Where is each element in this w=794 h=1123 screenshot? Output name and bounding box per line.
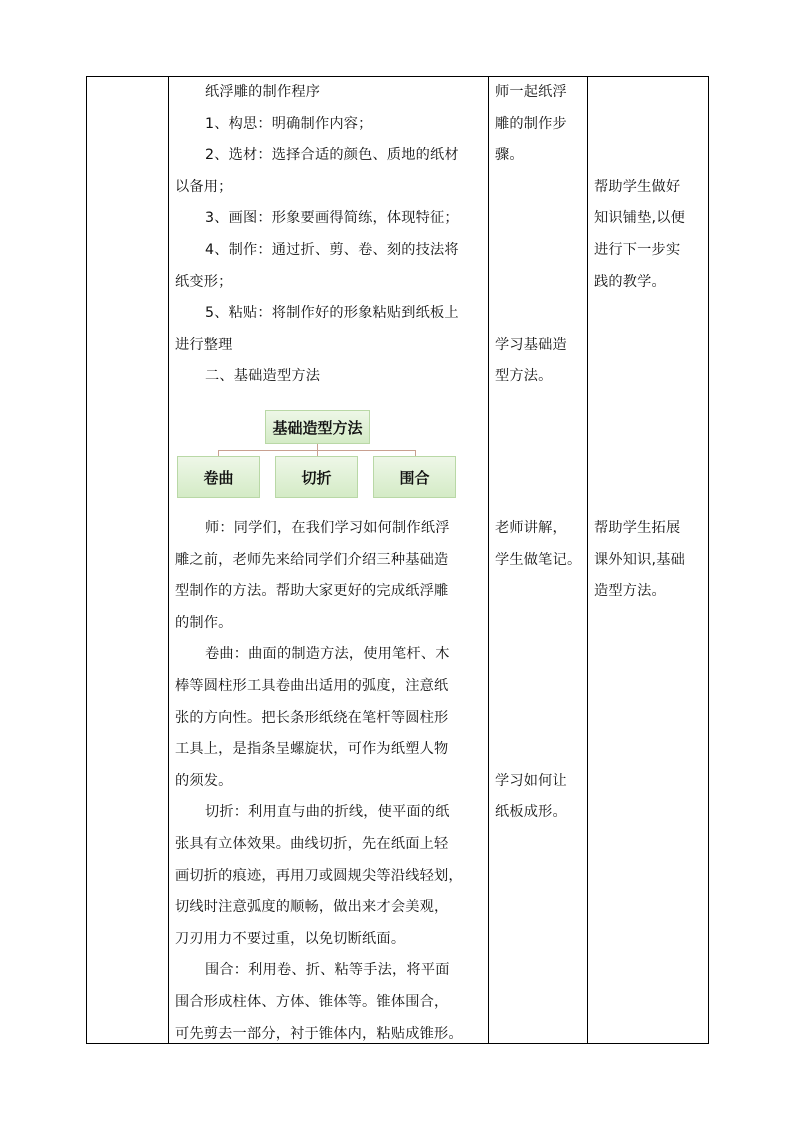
text-line: 进行整理 [175, 336, 233, 353]
text-line: 2、选材：选择合适的颜色、质地的纸材 [205, 147, 459, 164]
text-line: 可先剪去一部分，衬于锥体内，粘贴成锥形。 [175, 1025, 463, 1042]
text-line: 课外知识,基础 [594, 551, 686, 568]
diagram-root-box: 基础造型方法 [265, 410, 370, 444]
diagram-box-fold: 切折 [275, 456, 358, 498]
text-line: 学生做笔记。 [495, 551, 582, 568]
text-line: 张的方向性。把长条形纸绕在笔杆等圆柱形 [175, 709, 449, 726]
method-diagram [177, 410, 461, 500]
text-line: 知识铺垫,以便 [594, 210, 686, 227]
text-line: 雕之前，老师先来给同学们介绍三种基础造 [175, 551, 449, 568]
text-line: 切线时注意弧度的顺畅，做出来才会美观， [175, 899, 449, 916]
text-line: 雕的制作步 [495, 115, 567, 132]
design-intent-cell [588, 77, 709, 1044]
text-line: 型方法。 [495, 368, 553, 385]
text-line: 纸浮雕的制作程序 [205, 84, 321, 100]
text-line: 张具有立体效果。曲线切折，先在纸面上轻 [175, 836, 449, 852]
text-line: 5、粘贴：将制作好的形象粘贴到纸板上 [205, 305, 459, 322]
text-line: 学习如何让 [495, 772, 567, 789]
text-line: 围合形成柱体、方体、锥体等。锥体围合， [175, 994, 449, 1010]
teaching-content-cell [169, 77, 489, 1044]
blank-cell [87, 77, 169, 1044]
diagram-box-enclose: 围合 [373, 456, 456, 498]
text-line: 3、画图：形象要画得简练，体现特征； [205, 210, 459, 227]
text-line: 践的教学。 [594, 273, 666, 290]
text-line: 围合：利用卷、折、粘等手法，将平面 [205, 962, 450, 979]
text-line: 卷曲：曲面的制造方法，使用笔杆、木 [205, 646, 450, 663]
text-line: 造型方法。 [594, 583, 666, 600]
text-line: 切折：利用直与曲的折线，使平面的纸 [205, 804, 450, 821]
diagram-box-curl: 卷曲 [177, 456, 260, 498]
text-line: 老师讲解， [495, 520, 567, 536]
text-line: 工具上，是指条呈螺旋状，可作为纸塑人物 [175, 741, 449, 758]
text-line: 刀刃用力不要过重，以免切断纸面。 [175, 930, 406, 947]
text-line: 以备用； [175, 178, 233, 195]
student-activity-cell [489, 77, 588, 1044]
lesson-plan-table [86, 76, 709, 1044]
text-line: 4、制作：通过折、剪、卷、刻的技法将 [205, 242, 459, 258]
text-line: 画切折的痕迹，再用刀或圆规尖等沿线轻划， [175, 867, 463, 884]
table-row [87, 77, 709, 1044]
text-line: 师一起纸浮 [495, 84, 567, 100]
section-heading: 二、基础造型方法 [205, 368, 321, 385]
text-line: 的制作。 [175, 614, 233, 631]
text-line: 纸板成形。 [495, 804, 567, 821]
text-line: 型制作的方法。帮助大家更好的完成纸浮雕 [175, 583, 449, 600]
text-line: 棒等圆柱形工具卷曲出适用的弧度，注意纸 [175, 678, 449, 694]
text-line: 的须发。 [175, 772, 233, 789]
text-line: 纸变形； [175, 273, 233, 290]
text-line: 骤。 [495, 147, 524, 164]
text-line: 帮助学生做好 [594, 178, 681, 195]
text-line: 1、构思：明确制作内容； [205, 115, 373, 132]
text-line: 进行下一步实 [594, 242, 681, 258]
text-line: 学习基础造 [495, 336, 567, 353]
text-line: 师：同学们，在我们学习如何制作纸浮 [205, 520, 450, 536]
text-line: 帮助学生拓展 [594, 520, 681, 536]
